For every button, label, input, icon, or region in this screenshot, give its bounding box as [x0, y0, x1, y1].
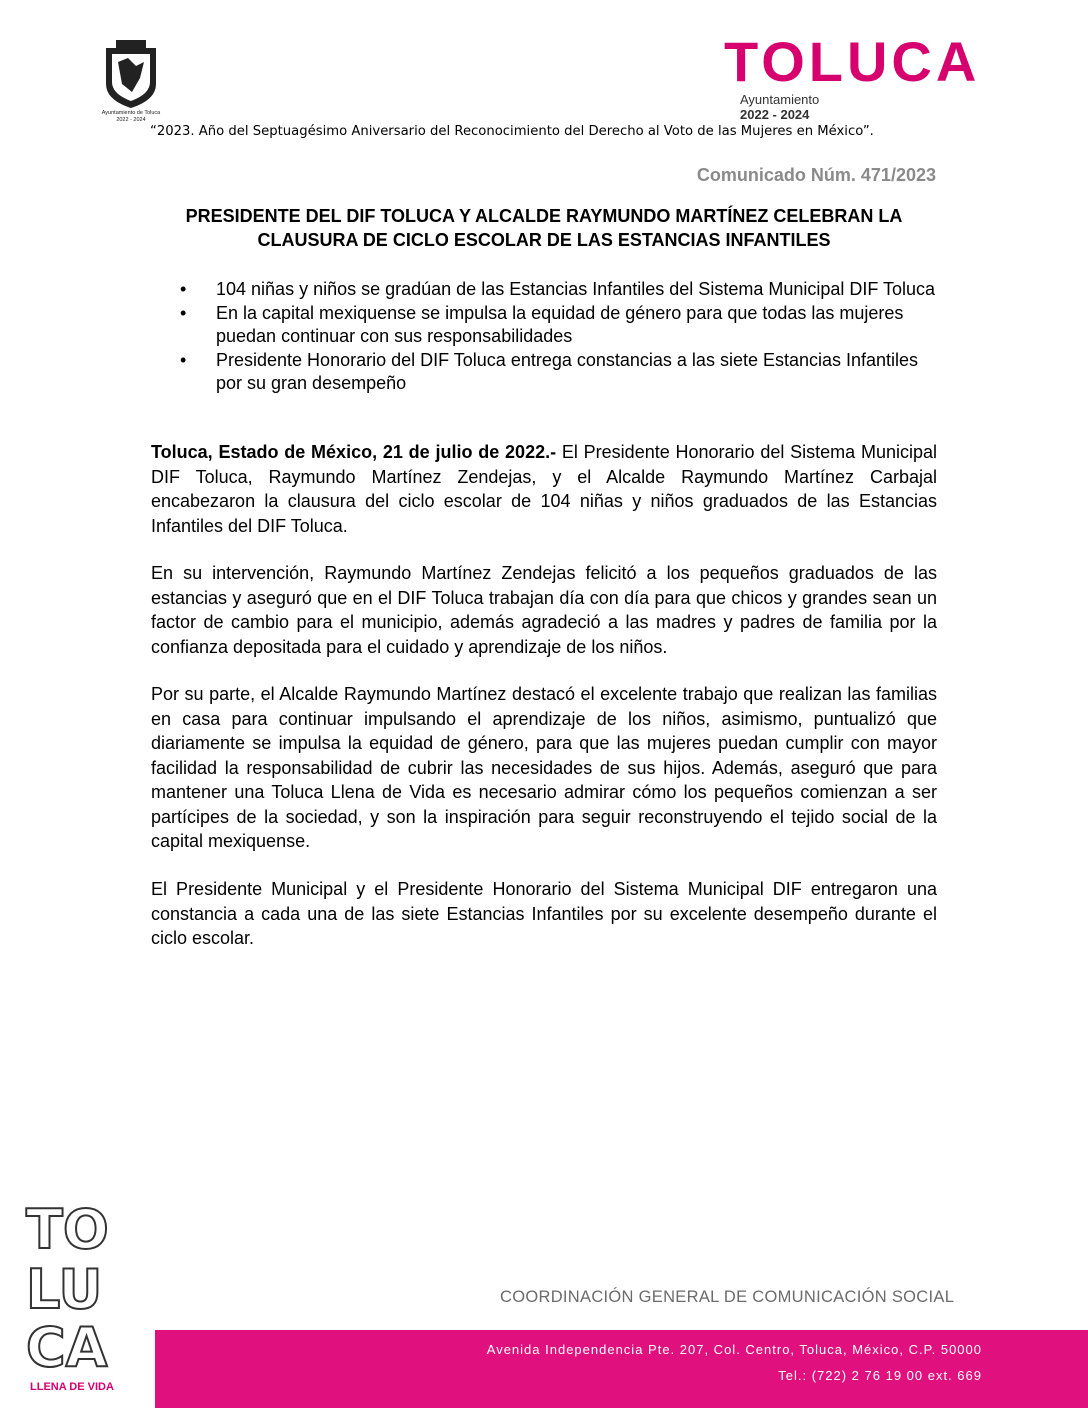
- toluca-stacked-logo: [22, 1194, 142, 1394]
- toluca-brand-logo: [724, 32, 986, 124]
- official-motto: “2023. Año del Septuagésimo Aniversario del Reconocimiento del Derecho al Voto de las Mujeres en México”.: [150, 124, 874, 139]
- svg-text:Ayuntamiento de Toluca: Ayuntamiento de Toluca: [101, 110, 161, 116]
- list-item: [178, 349, 938, 395]
- dateline: Toluca, Estado de México, 21 de julio de 2022.-: [151, 442, 557, 462]
- footer-phone: Tel.: (722) 2 76 19 00 ext. 669: [778, 1368, 982, 1383]
- body-paragraph: Por su parte, el Alcalde Raymundo Martínez destacó el excelente trabajo que realizan las familias en casa para continuar impulsando el aprendizaje de los niños, asimismo, puntualizó que diariamente se impulsa la equidad de género, para que las mujeres puedan cumplir con mayor facilidad la responsabilidad de cubrir las necesidades de sus hijos. Además, aseguró que para mantener una Toluca Llena de Vida es necesario admirar cómo los pequeños comienzan a ser partícipes de la sociedad, y son la inspiración para seguir reconstruyendo el tejido social de la capital mexiquense.: [151, 684, 937, 851]
- body-paragraph: [151, 440, 937, 538]
- footer-address: Avenida Independencia Pte. 207, Col. Centro, Toluca, México, C.P. 50000: [486, 1342, 982, 1357]
- body-paragraph: El Presidente Municipal y el Presidente Honorario del Sistema Municipal DIF entregaron una constancia a cada una de las siete Estancias Infantiles por su excelente desempeño durante el ciclo escolar.: [151, 879, 937, 948]
- logo-wordmark: TOLUCA: [724, 30, 981, 93]
- bullet-text: 104 niñas y niños se gradúan de las Estancias Infantiles del Sistema Municipal DIF Toluca: [216, 279, 936, 299]
- logo-years: 2022 - 2024: [740, 107, 810, 122]
- press-headline: PRESIDENTE DEL DIF TOLUCA Y ALCALDE RAYMUNDO MARTÍNEZ CELEBRAN LA CLAUSURA DE CICLO ESCOLAR DE LAS ESTANCIAS INFANTILES: [185, 206, 903, 250]
- bullet-icon: •: [180, 279, 187, 299]
- svg-text:LLENA DE VIDA: LLENA DE VIDA: [30, 1381, 114, 1393]
- svg-text:LU: LU: [26, 1258, 103, 1321]
- body-paragraph: En su intervención, Raymundo Martínez Zendejas felicitó a los pequeños graduados de las estancias y aseguró que en el DIF Toluca trabajan día con día para que chicos y grandes sean un factor de cambio para el municipio, además agradeció a las madres y padres de familia por la confianza depositada para el cuidado y aprendizaje de los niños.: [151, 563, 937, 657]
- bullet-text: Presidente Honorario del DIF Toluca entrega constancias a las siete Estancias Infantiles por su gran desempeño: [216, 350, 919, 393]
- logo-subtitle: Ayuntamiento: [740, 92, 820, 107]
- svg-text:TO: TO: [26, 1198, 109, 1261]
- svg-text:2022 - 2024: 2022 - 2024: [116, 117, 146, 122]
- paragraph-text: El Presidente Honorario del Sistema Municipal DIF Toluca, Raymundo Martínez Zendejas, y el Alcalde Raymundo Martínez Carbajal encabezaron la clausura del ciclo escolar de 104 niñas y niños graduados de las Estancias Infantiles del DIF Toluca.: [151, 442, 937, 536]
- bullet-icon: •: [180, 350, 187, 370]
- department-name: COORDINACIÓN GENERAL DE COMUNICACIÓN SOCIAL: [500, 1288, 955, 1306]
- list-item: [178, 278, 938, 301]
- communique-number: Comunicado Núm. 471/2023: [696, 165, 936, 185]
- summary-bullet-list: [178, 278, 938, 396]
- svg-text:CA: CA: [26, 1316, 108, 1379]
- bullet-text: En la capital mexiquense se impulsa la equidad de género para que todas las mujeres puedan continuar con sus responsabilidades: [216, 303, 904, 346]
- bullet-icon: •: [180, 303, 187, 323]
- municipal-seal-logo: [92, 36, 170, 122]
- list-item: [178, 302, 938, 348]
